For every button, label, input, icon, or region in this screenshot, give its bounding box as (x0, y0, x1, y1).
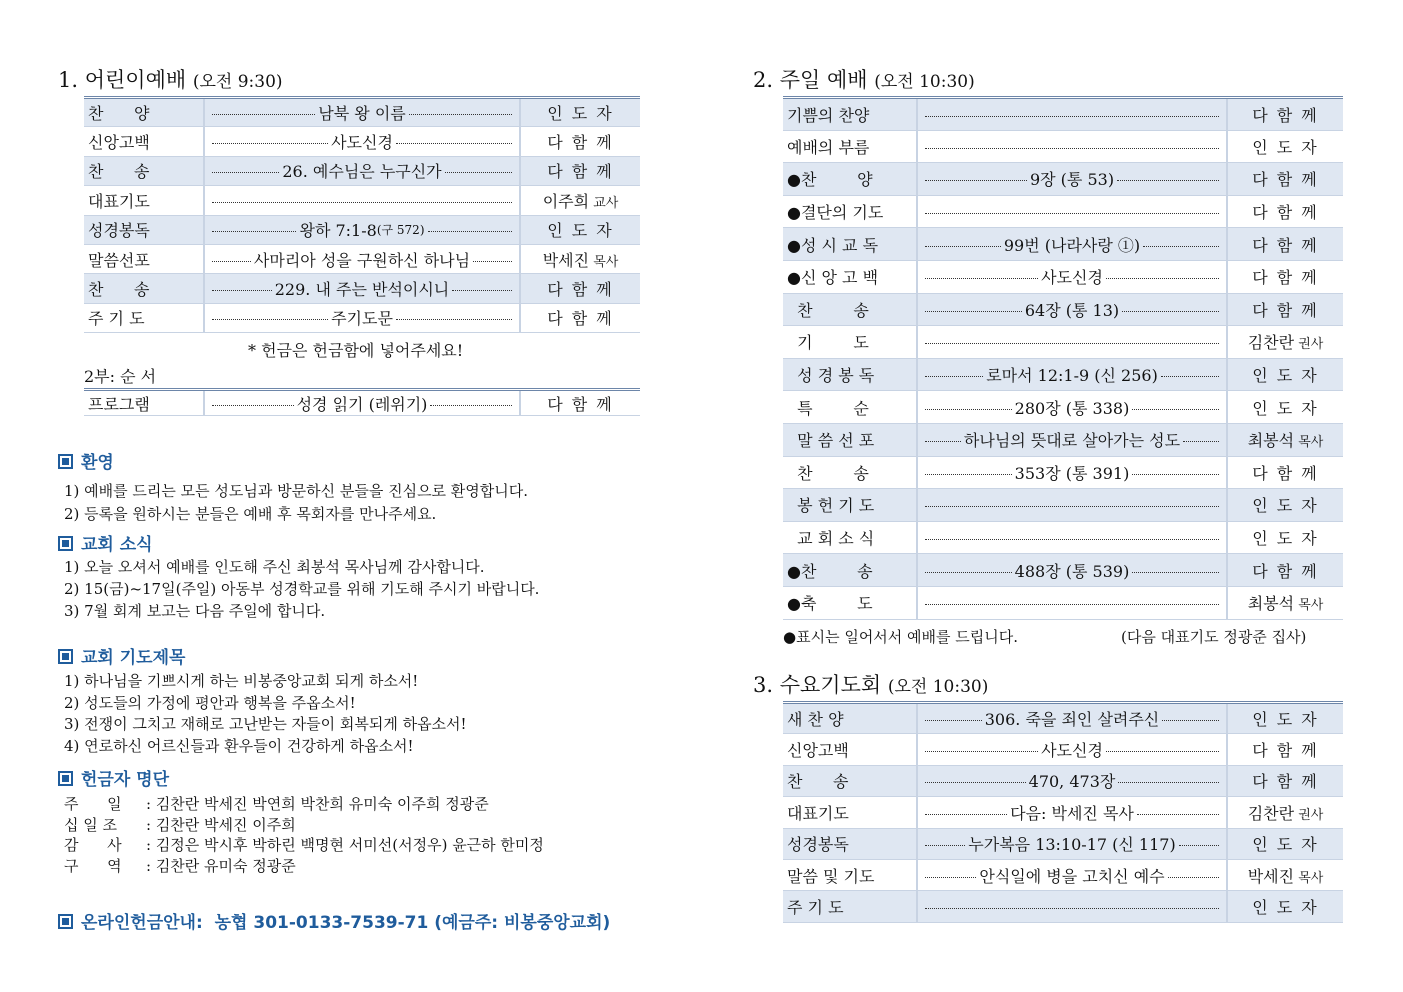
welcome-heading: 환영 (58, 448, 114, 473)
row-label: 찬 송 (84, 156, 204, 185)
part2-table (84, 388, 640, 416)
children-program-table (84, 96, 640, 333)
row-label: ●축 도 (783, 586, 917, 619)
list-item: 구 역 : 김찬란 유미숙 정광준 (64, 856, 296, 875)
row-role: 인 도 자 (520, 98, 640, 127)
table-row (783, 423, 1343, 456)
row-label: 특 순 (783, 391, 917, 424)
row-content: 성경 읽기 (레위기) (204, 390, 520, 416)
row-content: 488장 (통 539) (917, 554, 1227, 587)
row-label: 찬 송 (783, 765, 917, 796)
row-label: 성경봉독 (84, 215, 204, 244)
row-role: 박세진 목사 (520, 244, 640, 273)
row-role: 김찬란 권사 (1227, 797, 1343, 828)
list-item: 1) 오늘 오셔서 예배를 인도해 주신 최봉석 목사님께 감사합니다. (64, 558, 485, 576)
table-row (783, 797, 1343, 828)
list-item: 1) 예배를 드리는 모든 성도님과 방문하신 분들을 진심으로 환영합니다. (64, 482, 529, 500)
row-role: 최봉석 목사 (1227, 423, 1343, 456)
row-label: 기쁨의 찬양 (783, 98, 917, 131)
row-content: 280장 (통 338) (917, 391, 1227, 424)
row-label: ●성 시 교 독 (783, 228, 917, 261)
row-role: 인 도 자 (520, 215, 640, 244)
table-row (84, 390, 640, 416)
row-content: 64장 (통 13) (917, 293, 1227, 326)
table-row (783, 130, 1343, 163)
row-label: 주 기 도 (84, 303, 204, 332)
wednesday-program-table (783, 701, 1343, 923)
row-label: 성 경 봉 독 (783, 358, 917, 391)
row-role: 최봉석 목사 (1227, 586, 1343, 619)
list-item: 1) 하나님을 기쁘시게 하는 비봉중앙교회 되게 하소서! (64, 672, 419, 690)
row-role: 다 함 께 (520, 127, 640, 156)
row-content: 왕하 7:1-8 (구 572) (204, 215, 520, 244)
row-content: 26. 예수님은 누구신가 (204, 156, 520, 185)
row-role: 다 함 께 (1227, 734, 1343, 765)
row-content (917, 326, 1227, 359)
row-content (917, 891, 1227, 922)
row-role: 인 도 자 (1227, 891, 1343, 922)
row-label: 찬 송 (783, 293, 917, 326)
table-row (783, 391, 1343, 424)
row-role: 다 함 께 (520, 274, 640, 303)
online-account: 농협 301-0133-7539-71 (예금주: 비봉중앙교회) (214, 913, 611, 933)
row-label: 대표기도 (84, 186, 204, 215)
row-label: 프로그램 (84, 390, 204, 416)
row-role: 다 함 께 (1227, 228, 1343, 261)
row-content: 누가복음 13:10-17 (신 117) (917, 828, 1227, 859)
row-role: 다 함 께 (1227, 260, 1343, 293)
table-row (783, 326, 1343, 359)
online-heading: 온라인헌금안내: (81, 913, 203, 933)
table-row (84, 156, 640, 185)
row-label: 신앙고백 (84, 127, 204, 156)
row-content (917, 586, 1227, 619)
table-row (783, 891, 1343, 922)
row-content: 470, 473장 (917, 765, 1227, 796)
square-bullet-icon (58, 771, 73, 786)
list-item: 감 사 : 김정은 박시후 박하린 백명현 서미선(서정우) 윤근하 한미정 (64, 836, 544, 854)
row-content: 229. 내 주는 반석이시니 (204, 274, 520, 303)
standing-note: ●표시는 일어서서 예배를 드립니다. (783, 628, 1019, 646)
row-label: ●찬 양 (783, 163, 917, 196)
square-bullet-icon (58, 536, 73, 551)
row-role: 다 함 께 (1227, 554, 1343, 587)
row-role: 이주희 교사 (520, 186, 640, 215)
wednesday-rows (783, 703, 1343, 923)
list-item: 3) 7월 회계 보고는 다음 주일에 합니다. (64, 602, 326, 620)
row-content: 로마서 12:1-9 (신 256) (917, 358, 1227, 391)
table-row (783, 703, 1343, 734)
table-row (783, 554, 1343, 587)
row-content (917, 195, 1227, 228)
row-content: 9장 (통 53) (917, 163, 1227, 196)
row-content: 306. 죽을 죄인 살려주신 (917, 703, 1227, 734)
next-prayer-note: (다음 대표기도 정광준 집사) (1121, 628, 1307, 646)
table-row (783, 260, 1343, 293)
list-item: 주 일 : 김찬란 박세진 박연희 박찬희 유미숙 이주희 정광준 (64, 795, 489, 813)
row-content: 다음: 박세진 목사 (917, 797, 1227, 828)
row-role: 김찬란 권사 (1227, 326, 1343, 359)
news-heading: 교회 소식 (58, 530, 153, 555)
children-worship-title (58, 64, 283, 94)
row-content: 하나님의 뜻대로 살아가는 성도 (917, 423, 1227, 456)
row-content: 안식일에 병을 고치신 예수 (917, 859, 1227, 890)
sunday-worship-title (753, 64, 975, 94)
table-row (783, 456, 1343, 489)
table-row (783, 163, 1343, 196)
row-role: 다 함 께 (1227, 195, 1343, 228)
row-role: 다 함 께 (1227, 98, 1343, 131)
row-role: 다 함 께 (520, 156, 640, 185)
row-label: 신앙고백 (783, 734, 917, 765)
row-role: 다 함 께 (1227, 765, 1343, 796)
table-row (783, 489, 1343, 522)
table-row (783, 98, 1343, 131)
row-role: 박세진 목사 (1227, 859, 1343, 890)
row-role: 다 함 께 (520, 390, 640, 416)
table-row (84, 303, 640, 332)
row-label: 새 찬 양 (783, 703, 917, 734)
list-item: 2) 등록을 원하시는 분들은 예배 후 목회자를 만나주세요. (64, 505, 437, 523)
row-content (917, 489, 1227, 522)
row-role: 다 함 께 (520, 303, 640, 332)
table-row (783, 828, 1343, 859)
table-row (783, 859, 1343, 890)
square-bullet-icon (58, 649, 73, 664)
table-row (783, 293, 1343, 326)
row-label: 봉 헌 기 도 (783, 489, 917, 522)
table-row (84, 215, 640, 244)
row-content: 남북 왕 이름 (204, 98, 520, 127)
list-item: 2) 15(금)~17일(주일) 아동부 성경학교를 위해 기도해 주시기 바랍니다. (64, 580, 540, 598)
list-item: 3) 전쟁이 그치고 재해로 고난받는 자들이 회복되게 하옵소서! (64, 715, 467, 733)
list-item: 4) 연로하신 어르신들과 환우들이 건강하게 하옵소서! (64, 736, 414, 755)
prayer-heading: 교회 기도제목 (58, 643, 185, 668)
table-row (84, 244, 640, 273)
row-content (917, 98, 1227, 131)
table-row (783, 521, 1343, 554)
row-content (204, 186, 520, 215)
row-label: 찬 송 (84, 274, 204, 303)
row-role: 다 함 께 (1227, 163, 1343, 196)
row-content: 주기도문 (204, 303, 520, 332)
row-role: 인 도 자 (1227, 703, 1343, 734)
donors-heading: 헌금자 명단 (58, 765, 169, 790)
table-row (84, 127, 640, 156)
row-content: 99번 (나라사랑 ①) (917, 228, 1227, 261)
row-label: 예배의 부름 (783, 130, 917, 163)
part2-label: 2부: 순 서 (84, 367, 157, 386)
row-label: ●찬 송 (783, 554, 917, 587)
children-rows (84, 98, 640, 333)
row-label: ●신 앙 고 백 (783, 260, 917, 293)
table-row (84, 98, 640, 127)
row-role: 다 함 께 (1227, 293, 1343, 326)
row-role: 인 도 자 (1227, 489, 1343, 522)
row-content: 사도신경 (917, 260, 1227, 293)
table-row (783, 765, 1343, 796)
row-label: 성경봉독 (783, 828, 917, 859)
row-role: 인 도 자 (1227, 130, 1343, 163)
table-row (783, 228, 1343, 261)
row-role: 인 도 자 (1227, 358, 1343, 391)
section-title: 2. 주일 예배 (753, 68, 868, 92)
table-row (84, 274, 640, 303)
section-title: 3. 수요기도회 (753, 673, 882, 697)
square-bullet-icon (58, 914, 73, 929)
table-row (783, 734, 1343, 765)
square-bullet-icon (58, 454, 73, 469)
row-content: 사도신경 (204, 127, 520, 156)
row-content (917, 130, 1227, 163)
row-label: 말씀 및 기도 (783, 859, 917, 890)
row-role: 다 함 께 (1227, 456, 1343, 489)
table-row (783, 358, 1343, 391)
table-row (84, 186, 640, 215)
row-label: ●결단의 기도 (783, 195, 917, 228)
row-role: 인 도 자 (1227, 521, 1343, 554)
offering-note: * 헌금은 헌금함에 넣어주세요! (248, 341, 464, 360)
row-content: 사마리아 성을 구원하신 하나님 (204, 244, 520, 273)
section-title: 1. 어린이예배 (58, 68, 187, 92)
table-row (783, 586, 1343, 619)
section-time: (오전 9:30) (192, 72, 283, 92)
row-label: 대표기도 (783, 797, 917, 828)
sunday-program-table (783, 96, 1343, 620)
row-content: 사도신경 (917, 734, 1227, 765)
table-row (783, 195, 1343, 228)
row-content: 353장 (통 391) (917, 456, 1227, 489)
row-label: 말씀선포 (84, 244, 204, 273)
row-label: 기 도 (783, 326, 917, 359)
online-offering (58, 908, 610, 933)
row-content (917, 521, 1227, 554)
list-item: 2) 성도들의 가정에 평안과 행복을 주옵소서! (64, 693, 356, 712)
wednesday-prayer-title (753, 669, 988, 699)
row-label: 주 기 도 (783, 891, 917, 922)
row-label: 찬 송 (783, 456, 917, 489)
row-role: 인 도 자 (1227, 828, 1343, 859)
list-item: 십 일 조 : 김찬란 박세진 이주희 (64, 815, 296, 834)
sunday-rows (783, 98, 1343, 620)
row-label: 말 씀 선 포 (783, 423, 917, 456)
row-label: 찬 양 (84, 98, 204, 127)
row-label: 교 회 소 식 (783, 521, 917, 554)
section-time: (오전 10:30) (887, 677, 989, 697)
row-role: 인 도 자 (1227, 391, 1343, 424)
section-time: (오전 10:30) (874, 72, 975, 92)
